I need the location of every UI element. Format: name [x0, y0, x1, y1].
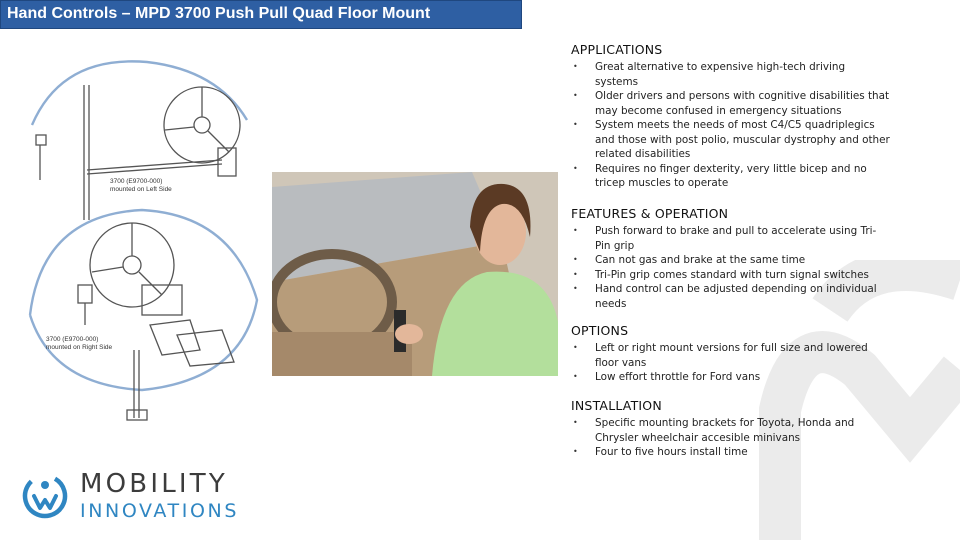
applications-item: • System meets the needs of most C4/C5 quadriplegics and those with post polio, muscular dystrophy and other related disabilities [571, 118, 891, 162]
applications-item: • Requires no finger dexterity, very little bicep and no tricep muscles to operate [571, 162, 891, 191]
options-heading: OPTIONS [571, 323, 629, 338]
features-section [571, 206, 891, 311]
features-item: • Push forward to brake and pull to accelerate using Tri-Pin grip [571, 224, 891, 253]
diagram-label-top-1: 3700 (E9700-000) [110, 178, 163, 185]
hand-control-diagram [22, 50, 272, 430]
options-section [571, 323, 891, 385]
logo-word-mobility: MOBILITY [80, 469, 228, 499]
title-bar [0, 0, 522, 29]
applications-section [571, 42, 891, 191]
features-heading: FEATURES & OPERATION [571, 206, 729, 221]
features-item: • Hand control can be adjusted depending on individual needs [571, 282, 891, 311]
features-item: • Tri-Pin grip comes standard with turn signal switches [571, 268, 891, 283]
diagram-label-bottom-1: 3700 (E9700-000) [46, 336, 99, 343]
company-logo [20, 468, 260, 524]
installation-item: • Specific mounting brackets for Toyota, Honda and Chrysler wheelchair accesible minivans [571, 416, 891, 445]
diagram-label-top-2: mounted on Left Side [110, 186, 172, 193]
installation-section [571, 398, 891, 460]
driver-photo [272, 172, 558, 376]
installation-item: • Four to five hours install time [571, 445, 891, 460]
page-title: Hand Controls – MPD 3700 Push Pull Quad Floor Mount [7, 5, 431, 22]
options-item: • Left or right mount versions for full size and lowered floor vans [571, 341, 891, 370]
installation-heading: INSTALLATION [571, 398, 662, 413]
features-item: • Can not gas and brake at the same time [571, 253, 891, 268]
logo-word-innovations: INNOVATIONS [80, 500, 239, 522]
applications-heading: APPLICATIONS [571, 42, 663, 57]
diagram-label-bottom-2: mounted on Right Side [46, 344, 113, 351]
applications-item: • Great alternative to expensive high-tech driving systems [571, 60, 891, 89]
options-item: • Low effort throttle for Ford vans [571, 370, 891, 385]
applications-item: • Older drivers and persons with cognitive disabilities that may become confused in emergency situations [571, 89, 891, 118]
mobility-logo-icon [20, 472, 70, 520]
